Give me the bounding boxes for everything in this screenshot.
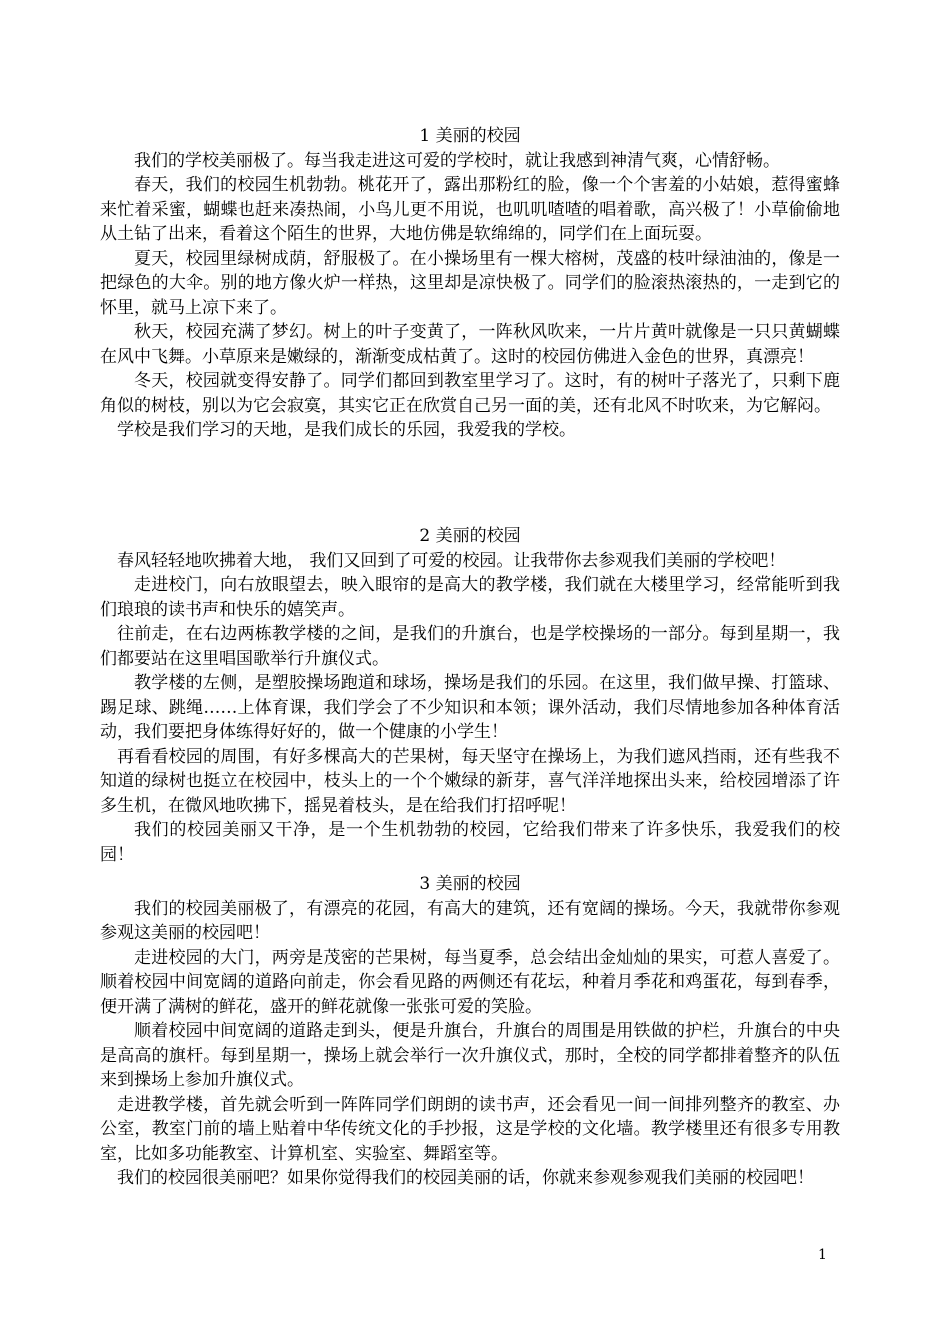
essay-3 — [100, 872, 840, 1191]
essay-2-title: 2 美丽的校园 — [419, 526, 521, 546]
essay-1-paragraph-4: 秋天，校园充满了梦幻。树上的叶子变黄了，一阵秋风吹来，一片片黄叶就像是一只只黄蝴蝶在风中飞舞。小草原来是嫩绿的，渐渐变成枯黄了。这时的校园仿佛进入金色的世界，真漂亮！ — [100, 322, 840, 367]
essay-1-title: 1 美丽的校园 — [419, 126, 521, 146]
essay-3-paragraph-4: 走进教学楼，首先就会听到一阵阵同学们朗朗的读书声，还会看见一间一间排列整齐的教室、办公室，教室门前的墙上贴着中华传统文化的手抄报，这是学校的文化墙。教学楼里还有很多专用教室，比如多功能教室、计算机室、实验室、舞蹈室等。 — [100, 1094, 840, 1164]
essay-2-paragraph-6: 我们的校园美丽又干净，是一个生机勃勃的校园，它给我们带来了许多快乐，我爱我们的校园！ — [100, 820, 840, 865]
essay-2-paragraph-4: 教学楼的左侧，是塑胶操场跑道和球场，操场是我们的乐园。在这里，我们做早操、打篮球、踢足球、跳绳……上体育课，我们学会了不少知识和本领；课外活动，我们尽情地参加各种体育活动，我们要把身体练得好好的，做一个健康的小学生！ — [100, 673, 840, 742]
essay-2-paragraph-3: 往前走，在右边两栋教学楼的之间，是我们的升旗台，也是学校操场的一部分。每到星期一，我们都要站在这里唱国歌举行升旗仪式。 — [100, 624, 840, 669]
essay-2-paragraph-5: 再看看校园的周围，有好多棵高大的芒果树，每天坚守在操场上，为我们遮风挡雨，还有些我不知道的绿树也挺立在校园中，枝头上的一个个嫩绿的新芽，喜气洋洋地探出头来，给校园增添了许多生机，在微风地吹拂下，摇晃着枝头，是在给我们打招呼呢！ — [100, 746, 840, 816]
essay-1-paragraph-6: 学校是我们学习的天地，是我们成长的乐园，我爱我的学校。 — [117, 420, 576, 440]
essay-3-paragraph-2: 走进校园的大门，两旁是茂密的芒果树，每当夏季，总会结出金灿灿的果实，可惹人喜爱了。顺着校园中间宽阔的道路向前走，你会看见路的两侧还有花坛，种着月季花和鸡蛋花，每到春季，便开满了满树的鲜花，盛开的鲜花就像一张张可爱的笑脸。 — [100, 947, 840, 1017]
essay-3-title: 3 美丽的校园 — [419, 874, 521, 894]
page-number: 1 — [818, 1247, 827, 1263]
essay-2-paragraph-1: 春风轻轻地吹拂着大地， 我们又回到了可爱的校园。让我带你去参观我们美丽的学校吧！ — [117, 550, 786, 571]
essay-1-paragraph-5: 冬天，校园就变得安静了。同学们都回到教室里学习了。这时，有的树叶子落光了，只剩下鹿角似的树枝，别以为它会寂寞，其实它正在欣赏自己另一面的美，还有北风不时吹来，为它解闷。 — [100, 371, 840, 416]
essay-2 — [100, 524, 840, 867]
essay-1 — [100, 124, 840, 443]
essay-3-paragraph-1: 我们的校园美丽极了，有漂亮的花园，有高大的建筑，还有宽阔的操场。今天，我就带你参观参观这美丽的校园吧！ — [100, 898, 840, 943]
essay-1-paragraph-2: 春天，我们的校园生机勃勃。桃花开了，露出那粉红的脸，像一个个害羞的小姑娘，惹得蜜蜂来忙着采蜜，蝴蝶也赶来凑热闹，小鸟儿更不用说，也叽叽喳喳的唱着歌，高兴极了！小草偷偷地从土钻了出来，看着这个陌生的世界，大地仿佛是软绵绵的，同学们在上面玩耍。 — [100, 175, 840, 244]
essay-2-paragraph-2: 走进校门，向右放眼望去，映入眼帘的是高大的教学楼，我们就在大楼里学习，经常能听到我们琅琅的读书声和快乐的嬉笑声。 — [100, 575, 840, 620]
essay-1-paragraph-3: 夏天，校园里绿树成荫，舒服极了。在小操场里有一棵大榕树，茂盛的枝叶绿油油的，像是一把绿色的大伞。别的地方像火炉一样热，这里却是凉快极了。同学们的脸滚热滚热的，一走到它的怀里，就马上凉下来了。 — [100, 248, 840, 318]
essay-3-paragraph-3: 顺着校园中间宽阔的道路走到头，便是升旗台，升旗台的周围是用铁做的护栏，升旗台的中央是高高的旗杆。每到星期一，操场上就会举行一次升旗仪式，那时，全校的同学都排着整齐的队伍来到操场上参加升旗仪式。 — [100, 1021, 840, 1090]
essay-3-paragraph-5: 我们的校园很美丽吧？如果你觉得我们的校园美丽的话，你就来参观参观我们美丽的校园吧！ — [117, 1168, 814, 1188]
essay-1-paragraph-1: 我们的学校美丽极了。每当我走进这可爱的学校时，就让我感到神清气爽，心情舒畅。 — [134, 150, 780, 171]
